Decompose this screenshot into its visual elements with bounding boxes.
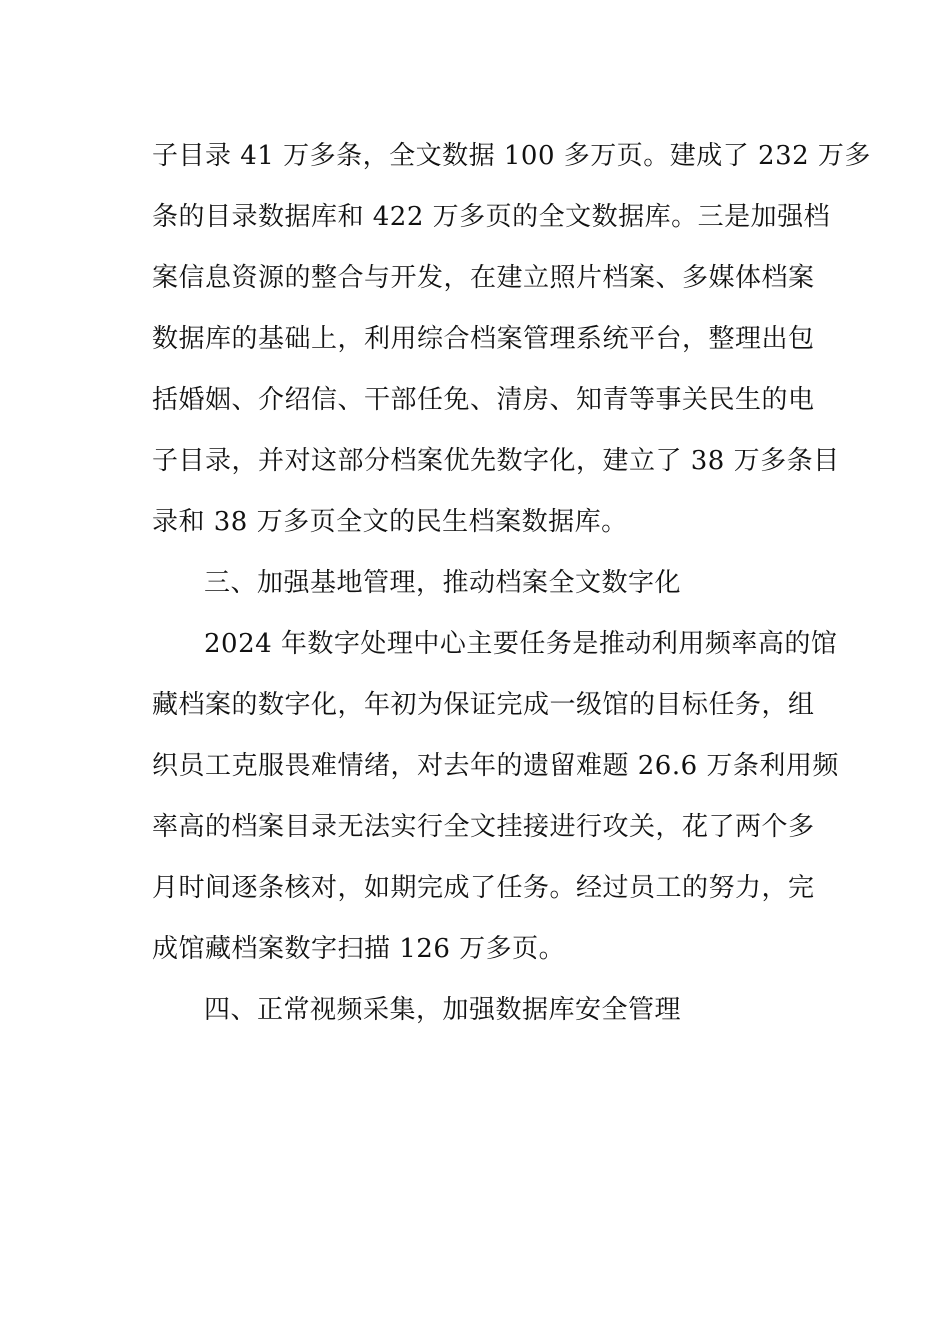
paragraph-line: 藏档案的数字化，年初为保证完成一级馆的目标任务，组 [152, 690, 815, 720]
section-heading: 三、加强基地管理，推动档案全文数字化 [204, 568, 682, 598]
paragraph-line: 条的目录数据库和 422 万多页的全文数据库。三是加强档 [152, 202, 831, 232]
paragraph-line: 率高的档案目录无法实行全文挂接进行攻关，花了两个多 [152, 812, 815, 842]
paragraph-line: 括婚姻、介绍信、干部任免、清房、知青等事关民生的电 [152, 385, 815, 415]
paragraph-line: 月时间逐条核对，如期完成了任务。经过员工的努力，完 [152, 873, 815, 903]
paragraph-line: 子目录，并对这部分档案优先数字化，建立了 38 万多条目 [152, 446, 840, 476]
paragraph-line: 成馆藏档案数字扫描 126 万多页。 [152, 934, 566, 964]
paragraph-line: 织员工克服畏难情绪，对去年的遗留难题 26.6 万条利用频 [152, 751, 839, 781]
section-heading: 四、正常视频采集，加强数据库安全管理 [204, 995, 682, 1025]
paragraph-line: 数据库的基础上，利用综合档案管理系统平台，整理出包 [152, 324, 815, 354]
document-body [152, 126, 871, 1041]
paragraph-line: 录和 38 万多页全文的民生档案数据库。 [152, 507, 628, 537]
paragraph-line: 2024 年数字处理中心主要任务是推动利用频率高的馆 [204, 629, 838, 659]
paragraph-line: 案信息资源的整合与开发，在建立照片档案、多媒体档案 [152, 263, 815, 293]
paragraph-line: 子目录 41 万多条，全文数据 100 多万页。建成了 232 万多 [152, 141, 871, 171]
